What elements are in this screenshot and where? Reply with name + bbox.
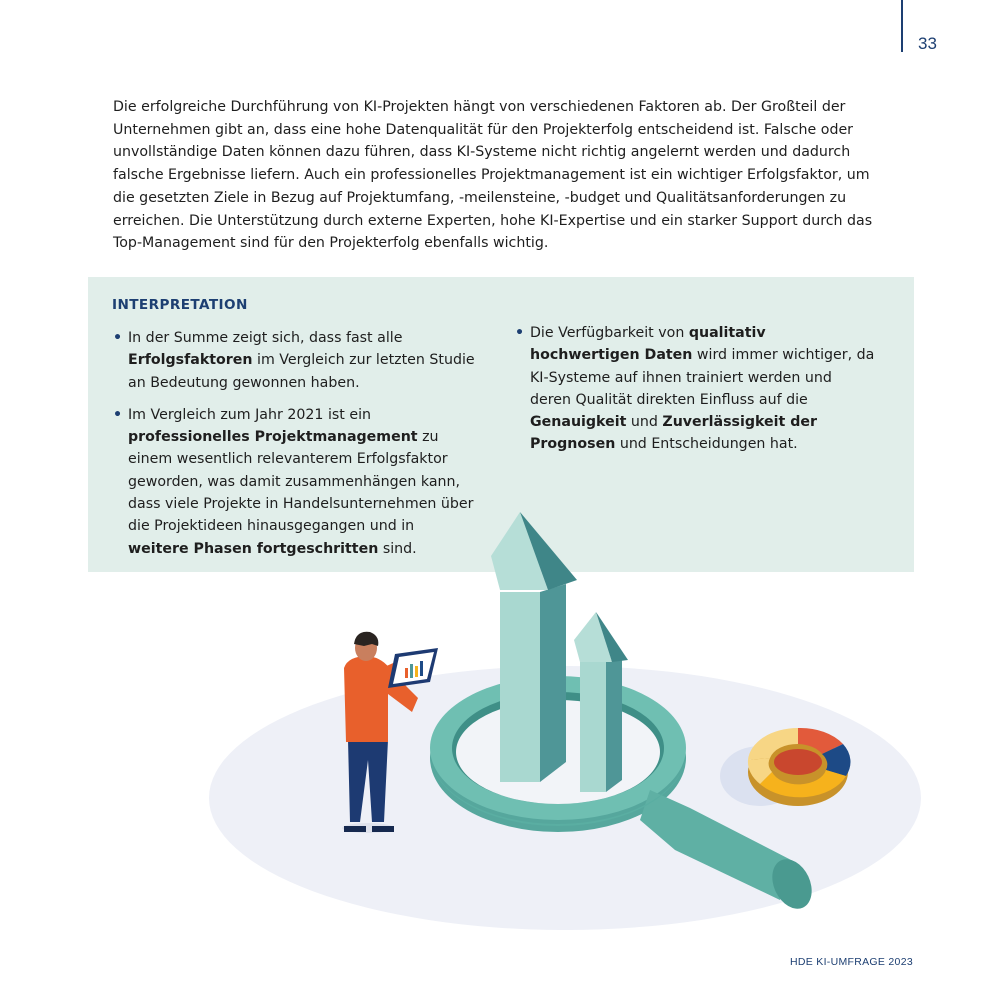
footer-label: HDE KI-UMFRAGE 2023 [790, 956, 913, 968]
interpretation-item [515, 322, 875, 456]
item-emphasis: qualitativ hochwertigen Daten [530, 325, 766, 364]
bullet-icon: • [113, 406, 123, 423]
item-emphasis: weitere Phasen fortgeschritten [128, 540, 379, 557]
item-emphasis: Zuverlässigkeit der Prognosen [530, 414, 818, 453]
interpretation-item [113, 327, 478, 394]
intro-paragraph: Die erfolgreiche Durchführung von KI-Projekten hängt von verschiedenen Faktoren ab. Der Großteil der Unternehmen gibt an, dass eine hohe Datenqualität für den Projekterfolg entscheidend ist. Falsche oder unvollständige Daten können dazu führen, dass KI-Systeme nicht richtig angelernt werden und dadurch falsche Ergebnisse liefern. Auch ein professionelles Projektmanagement ist ein wichtiger Erfolgsfaktor, um die gesetzten Ziele in Bezug auf Projektumfang, -meilensteine, -budget und Qualitätsanforderungen zu erreichen. Die Unterstützung durch externe Experten, hohe KI-Expertise und ein starker Support durch das Top-Management sind für den Projekterfolg ebenfalls wichtig. [113, 99, 873, 252]
item-text: und Entscheidungen hat. [615, 436, 798, 453]
item-emphasis: Genauigkeit [530, 414, 627, 431]
page-rule [901, 0, 903, 52]
item-text: Im Vergleich zum Jahr 2021 ist ein [128, 406, 372, 423]
item-text: zu einem wesentlich relevanterem Erfolgsfaktor geworden, was damit zusammenhängen kann, dass viele Projekte in Handelsunternehmen über die Projektideen hinausgegangen und in [128, 429, 474, 535]
item-text: und [626, 414, 663, 431]
bullet-icon: • [515, 325, 525, 341]
growth-arrow-large-icon [491, 512, 577, 782]
bullet-icon: • [113, 330, 123, 346]
item-text: In der Summe zeigt sich, dass fast alle [128, 330, 403, 346]
item-emphasis: Erfolgsfaktoren [128, 352, 253, 369]
growth-arrow-small-icon [574, 612, 628, 792]
page-number: 33 [918, 34, 937, 53]
item-emphasis: professionelles Projektmanagement [128, 429, 418, 446]
item-text: Die Verfügbarkeit von [530, 325, 689, 341]
item-text: wird immer wichtiger, da KI-Systeme auf ihnen trainiert werden und deren Qualität direkten Einfluss auf die [530, 347, 875, 408]
item-text: im Vergleich zur letzten Studie an Bedeutung gewonnen haben. [128, 352, 475, 391]
item-text: sind. [378, 540, 417, 557]
interpretation-title: INTERPRETATION [112, 297, 248, 313]
analytics-illustration [0, 500, 1000, 940]
interpretation-column-right [515, 322, 875, 466]
